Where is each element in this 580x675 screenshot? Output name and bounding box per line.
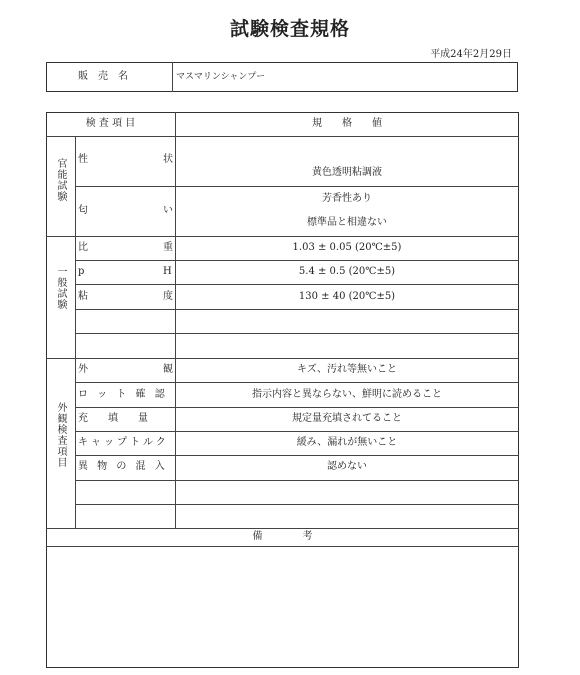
item-label: 異 物 の 混 入 — [78, 461, 168, 472]
group-column-divider — [75, 136, 76, 528]
item-char-left: 外 — [78, 364, 88, 375]
product-divider — [172, 62, 173, 92]
item-char-left: 比 — [78, 242, 88, 253]
item-char-left: p — [78, 266, 85, 277]
item-char-right: 重 — [163, 242, 173, 253]
spec-value: 緩み、漏れが無いこと — [296, 437, 398, 448]
item-char-right: H — [163, 266, 172, 277]
item-label: 充 填 量 — [78, 413, 148, 424]
item-char-left: 性 — [78, 154, 88, 165]
spec-value: 5.4 ± 0.5 (20℃±5) — [298, 266, 396, 277]
row-divider — [75, 260, 519, 261]
spec-value: 認めない — [327, 461, 367, 472]
group-divider — [46, 358, 519, 359]
row-divider — [75, 186, 519, 187]
item-char-right: い — [163, 205, 173, 216]
spec-value: 標準品と相違ない — [307, 217, 387, 228]
row-divider — [75, 455, 519, 456]
item-label: キャップトルク — [78, 437, 169, 448]
item-label: ロ ッ ト 確 認 — [78, 389, 168, 400]
remarks-label: 備 考 — [252, 531, 313, 542]
spec-value: 1.03 ± 0.05 (20℃±5) — [292, 242, 402, 253]
header-divider — [46, 136, 519, 137]
row-divider — [75, 284, 519, 285]
group-divider — [46, 236, 519, 237]
spec-value: 指示内容と異ならない、鮮明に読めること — [252, 389, 442, 400]
row-divider — [75, 431, 519, 432]
header-item: 検 査 項 目 — [85, 118, 136, 129]
item-char-left: 粘 — [78, 291, 88, 302]
spec-value: キズ、汚れ等無いこと — [296, 364, 398, 375]
row-divider — [75, 309, 519, 310]
item-char-left: 匂 — [78, 205, 88, 216]
group-label-general: 一般試験 — [55, 266, 66, 310]
group-label-appearance: 外観検査項目 — [55, 402, 66, 468]
document-date: 平成24年2月29日 — [430, 49, 512, 60]
item-char-right: 観 — [163, 364, 173, 375]
item-char-right: 状 — [163, 154, 173, 165]
header-spec: 規 格 値 — [312, 118, 382, 129]
spec-value: 黄色透明粘調液 — [312, 167, 382, 178]
group-label-sensory: 官能試験 — [55, 158, 66, 202]
row-divider — [75, 333, 519, 334]
row-divider — [75, 407, 519, 408]
remarks-top-divider — [46, 528, 519, 529]
spec-value: 芳香性あり — [322, 193, 372, 204]
spec-value: 130 ± 40 (20℃±5) — [298, 291, 396, 302]
row-divider — [75, 480, 519, 481]
row-divider — [75, 382, 519, 383]
item-char-right: 度 — [163, 291, 173, 302]
spec-value: 規定量充填されてること — [292, 413, 402, 424]
row-divider — [75, 504, 519, 505]
document-title: 試験検査規格 — [229, 18, 350, 40]
product-value: マスマリンシャンプー — [176, 72, 266, 82]
remarks-header-divider — [46, 546, 519, 547]
product-label: 販 売 名 — [78, 71, 128, 82]
